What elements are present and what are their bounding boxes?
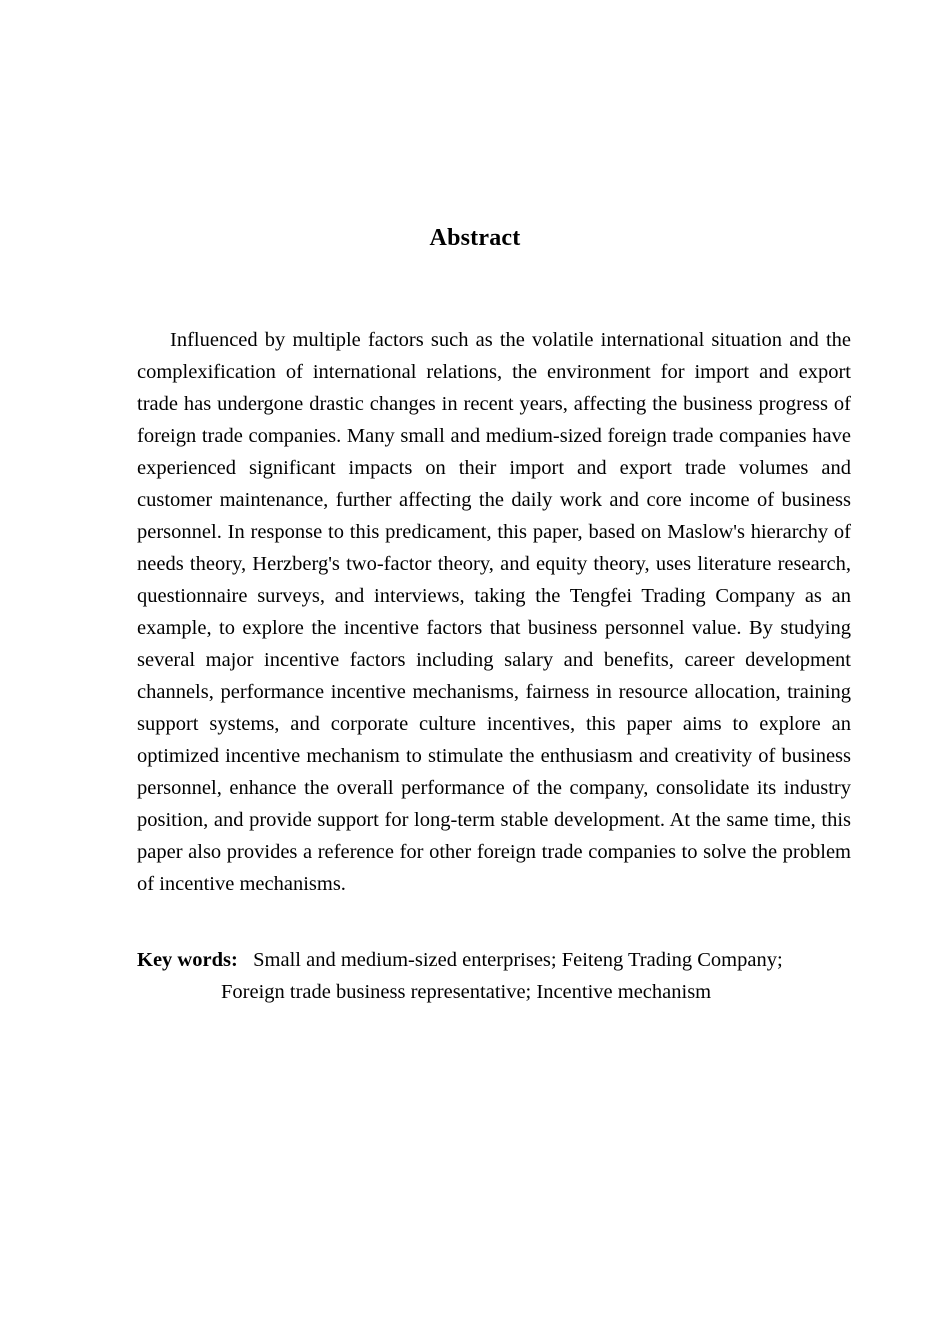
keywords-line-two: Foreign trade business representative; Incentive mechanism [221,981,712,1003]
page-title: Abstract [429,225,521,252]
keywords-label: Key words: [137,949,249,971]
abstract-paragraph: Influenced by multiple factors such as the volatile international situation and the complexification of international relations, the environment for import and export trade has undergone drastic changes in recent years, affecting the business progress of foreign trade companies. Many small and medium-sized foreign trade companies have experienced significant impacts on their import and export trade volumes and customer maintenance, further affecting the daily work and core income of business personnel. In response to this predicament, this paper, based on Maslow's hierarchy of needs theory, Herzberg's two-factor theory, and equity theory, uses literature research, questionnaire surveys, and interviews, taking the Tengfei Trading Company as an example, to explore the incentive factors that business personnel value. By studying several major incentive factors including salary and benefits, career development channels, performance incentive mechanisms, fairness in resource allocation, training support systems, and corporate culture incentives, this paper aims to explore an optimized incentive mechanism to stimulate the enthusiasm and creativity of business personnel, enhance the overall performance of the company, consolidate its industry position, and provide support for long-term stable development. At the same time, this paper also provides a reference for other foreign trade companies to solve the problem of incentive mechanisms. [137,328,851,895]
keywords-line-one: Small and medium-sized enterprises; Feiteng Trading Company; [253,949,783,971]
keywords-block [137,944,851,1008]
